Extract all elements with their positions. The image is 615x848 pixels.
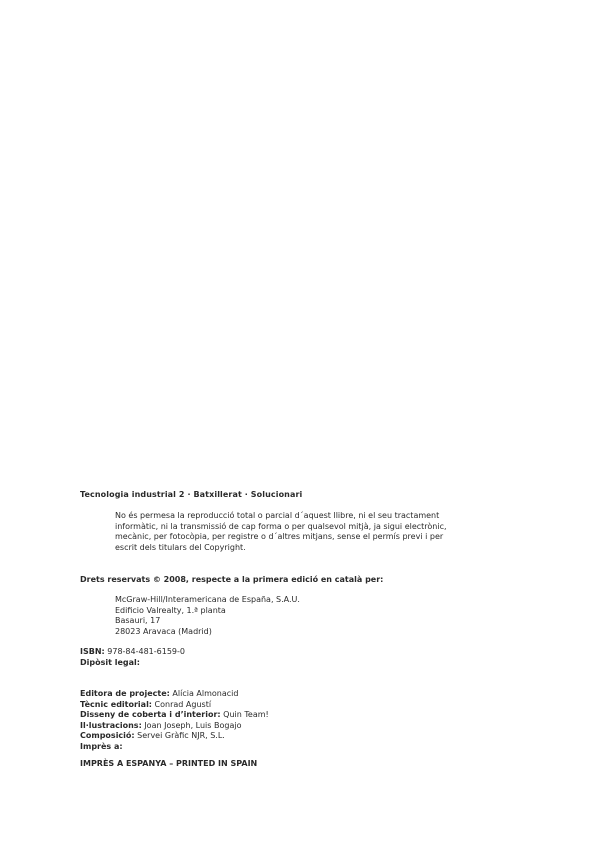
credit-label: Editora de projecte:	[80, 689, 170, 698]
address-line: Basauri, 17	[115, 616, 161, 626]
credit-label: Imprès a:	[80, 741, 123, 751]
credit-value: Joan Joseph, Luis Bogajo	[141, 720, 242, 730]
book-title: Tecnologia industrial 2 · Batxillerat · Solucionari	[80, 490, 303, 499]
diposit-line	[80, 658, 185, 669]
credit-value: Quin Team!	[220, 710, 269, 720]
credit-label: Tècnic editorial:	[80, 699, 153, 709]
credit-line	[80, 700, 269, 711]
isbn-line	[80, 647, 185, 658]
address-line: 28023 Aravaca (Madrid)	[115, 626, 212, 636]
credit-value: Servei Gràfic NJR, S.L.	[134, 731, 225, 741]
credit-label: Composició:	[80, 731, 135, 741]
address-line: McGraw-Hill/Interamericana de España, S.A.U.	[115, 595, 300, 604]
printed-in-spain: IMPRÈS A ESPANYA – PRINTED IN SPAIN	[80, 759, 258, 768]
notice-line: escrit dels titulars del Copyright.	[115, 542, 246, 552]
rights-reserved: Drets reservats © 2008, respecte a la primera edició en català per:	[80, 575, 384, 584]
credit-label: Disseny de coberta i d’interior:	[80, 710, 221, 720]
credit-line	[80, 721, 269, 732]
credit-line	[80, 731, 269, 742]
publisher-address	[115, 595, 300, 637]
notice-line: No és permesa la reproducció total o parcial d´aquest llibre, ni el seu tractament	[115, 511, 440, 520]
notice-line: mecànic, per fotocòpia, per registre o d´altres mitjans, sense el permís previ i per	[115, 532, 444, 542]
credit-line	[80, 710, 269, 721]
isbn-label: ISBN:	[80, 647, 105, 656]
isbn-block	[80, 647, 185, 668]
credit-line	[80, 742, 269, 753]
credit-label: Il·lustracions:	[80, 720, 142, 730]
copyright-notice	[115, 511, 447, 553]
credit-value: Conrad Agustí	[152, 699, 212, 709]
credit-value: Alícia Almonacid	[169, 689, 239, 698]
credit-line	[80, 689, 269, 700]
credits-block	[80, 689, 269, 753]
diposit-label: Dipòsit legal:	[80, 657, 140, 667]
address-line: Edificio Valrealty, 1.ª planta	[115, 605, 226, 615]
notice-line: informàtic, ni la transmissió de cap forma o per qualsevol mitjà, ja sigui electrònic,	[115, 521, 447, 531]
isbn-value: 978-84-481-6159-0	[104, 647, 185, 656]
